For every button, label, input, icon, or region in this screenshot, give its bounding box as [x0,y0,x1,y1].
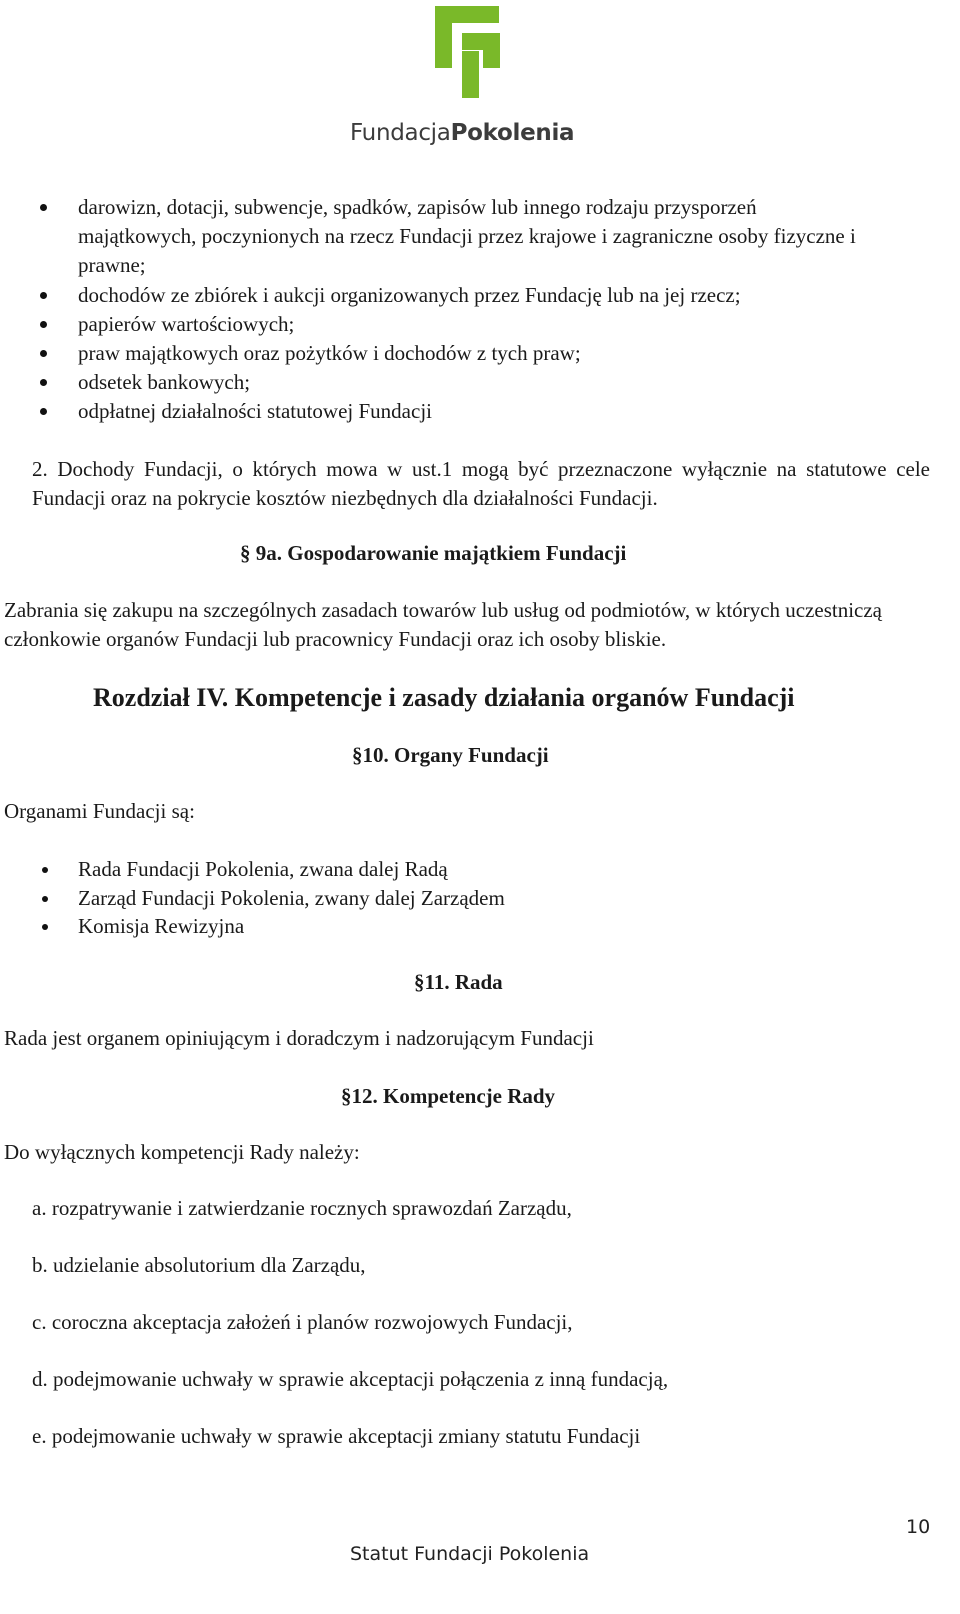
section-11-text: Rada jest organem opiniującym i doradczym i nadzorującym Fundacji [4,1026,594,1050]
point-2-paragraph: 2. Dochody Fundacji, o których mowa w ust.1 mogą być przeznaczone wyłącznie na statutowe cele Fundacji oraz na pokrycie kosztów niezbędnych dla działalności Fundacji. [32,457,930,510]
section-10-heading: §10. Organy Fundacji [352,743,549,767]
list-item: papierów wartościowych; [30,310,930,339]
organs-list [30,855,505,941]
list-item: Rada Fundacji Pokolenia, zwana dalej Radą [30,855,505,884]
competence-item-b: b. udzielanie absolutorium dla Zarządu, [32,1253,366,1277]
chapter-4-heading: Rozdział IV. Kompetencje i zasady działania organów Fundacji [93,683,795,712]
page-number: 10 [906,1516,931,1538]
fundacja-pokolenia-logo-icon [435,6,501,98]
section-10-intro: Organami Fundacji są: [4,799,195,823]
list-item: Zarząd Fundacji Pokolenia, zwany dalej Zarządem [30,884,505,913]
list-item: Komisja Rewizyjna [30,912,505,941]
section-12-heading: §12. Kompetencje Rady [341,1084,556,1108]
competence-item-d: d. podejmowanie uchwały w sprawie akceptacji połączenia z inną fundacją, [32,1367,669,1391]
section-12-intro: Do wyłącznych kompetencji Rady należy: [4,1140,360,1164]
competence-item-c: c. coroczna akceptacja założeń i planów rozwojowych Fundacji, [32,1310,573,1334]
competence-item-a: a. rozpatrywanie i zatwierdzanie rocznych sprawozdań Zarządu, [32,1196,572,1220]
list-item: odsetek bankowych; [30,368,930,397]
list-item: praw majątkowych oraz pożytków i dochodów z tych praw; [30,339,930,368]
section-11-heading: §11. Rada [414,970,503,994]
logo-wordmark: FundacjaPokolenia [350,120,575,146]
section-9a-heading: § 9a. Gospodarowanie majątkiem Fundacji [240,541,627,565]
header-logo [350,2,590,152]
income-sources-list [30,193,930,427]
list-item: odpłatnej działalności statutowej Fundacji [30,397,930,426]
competence-item-e: e. podejmowanie uchwały w sprawie akceptacji zmiany statutu Fundacji [32,1424,641,1448]
list-item: dochodów ze zbiórek i aukcji organizowanych przez Fundację lub na jej rzecz; [30,281,930,310]
section-9a-text: Zabrania się zakupu na szczególnych zasadach towarów lub usług od podmiotów, w których uczestniczą członkowie organów Fundacji lub pracownicy Fundacji oraz ich osoby bliskie. [4,598,883,651]
list-item: darowizn, dotacji, subwencje, spadków, zapisów lub innego rodzaju przysporzeń majątkowych, poczynionych na rzecz Fundacji przez krajowe i zagraniczne osoby fizyczne i prawne; [30,193,868,281]
footer-text: Statut Fundacji Pokolenia [350,1543,590,1565]
